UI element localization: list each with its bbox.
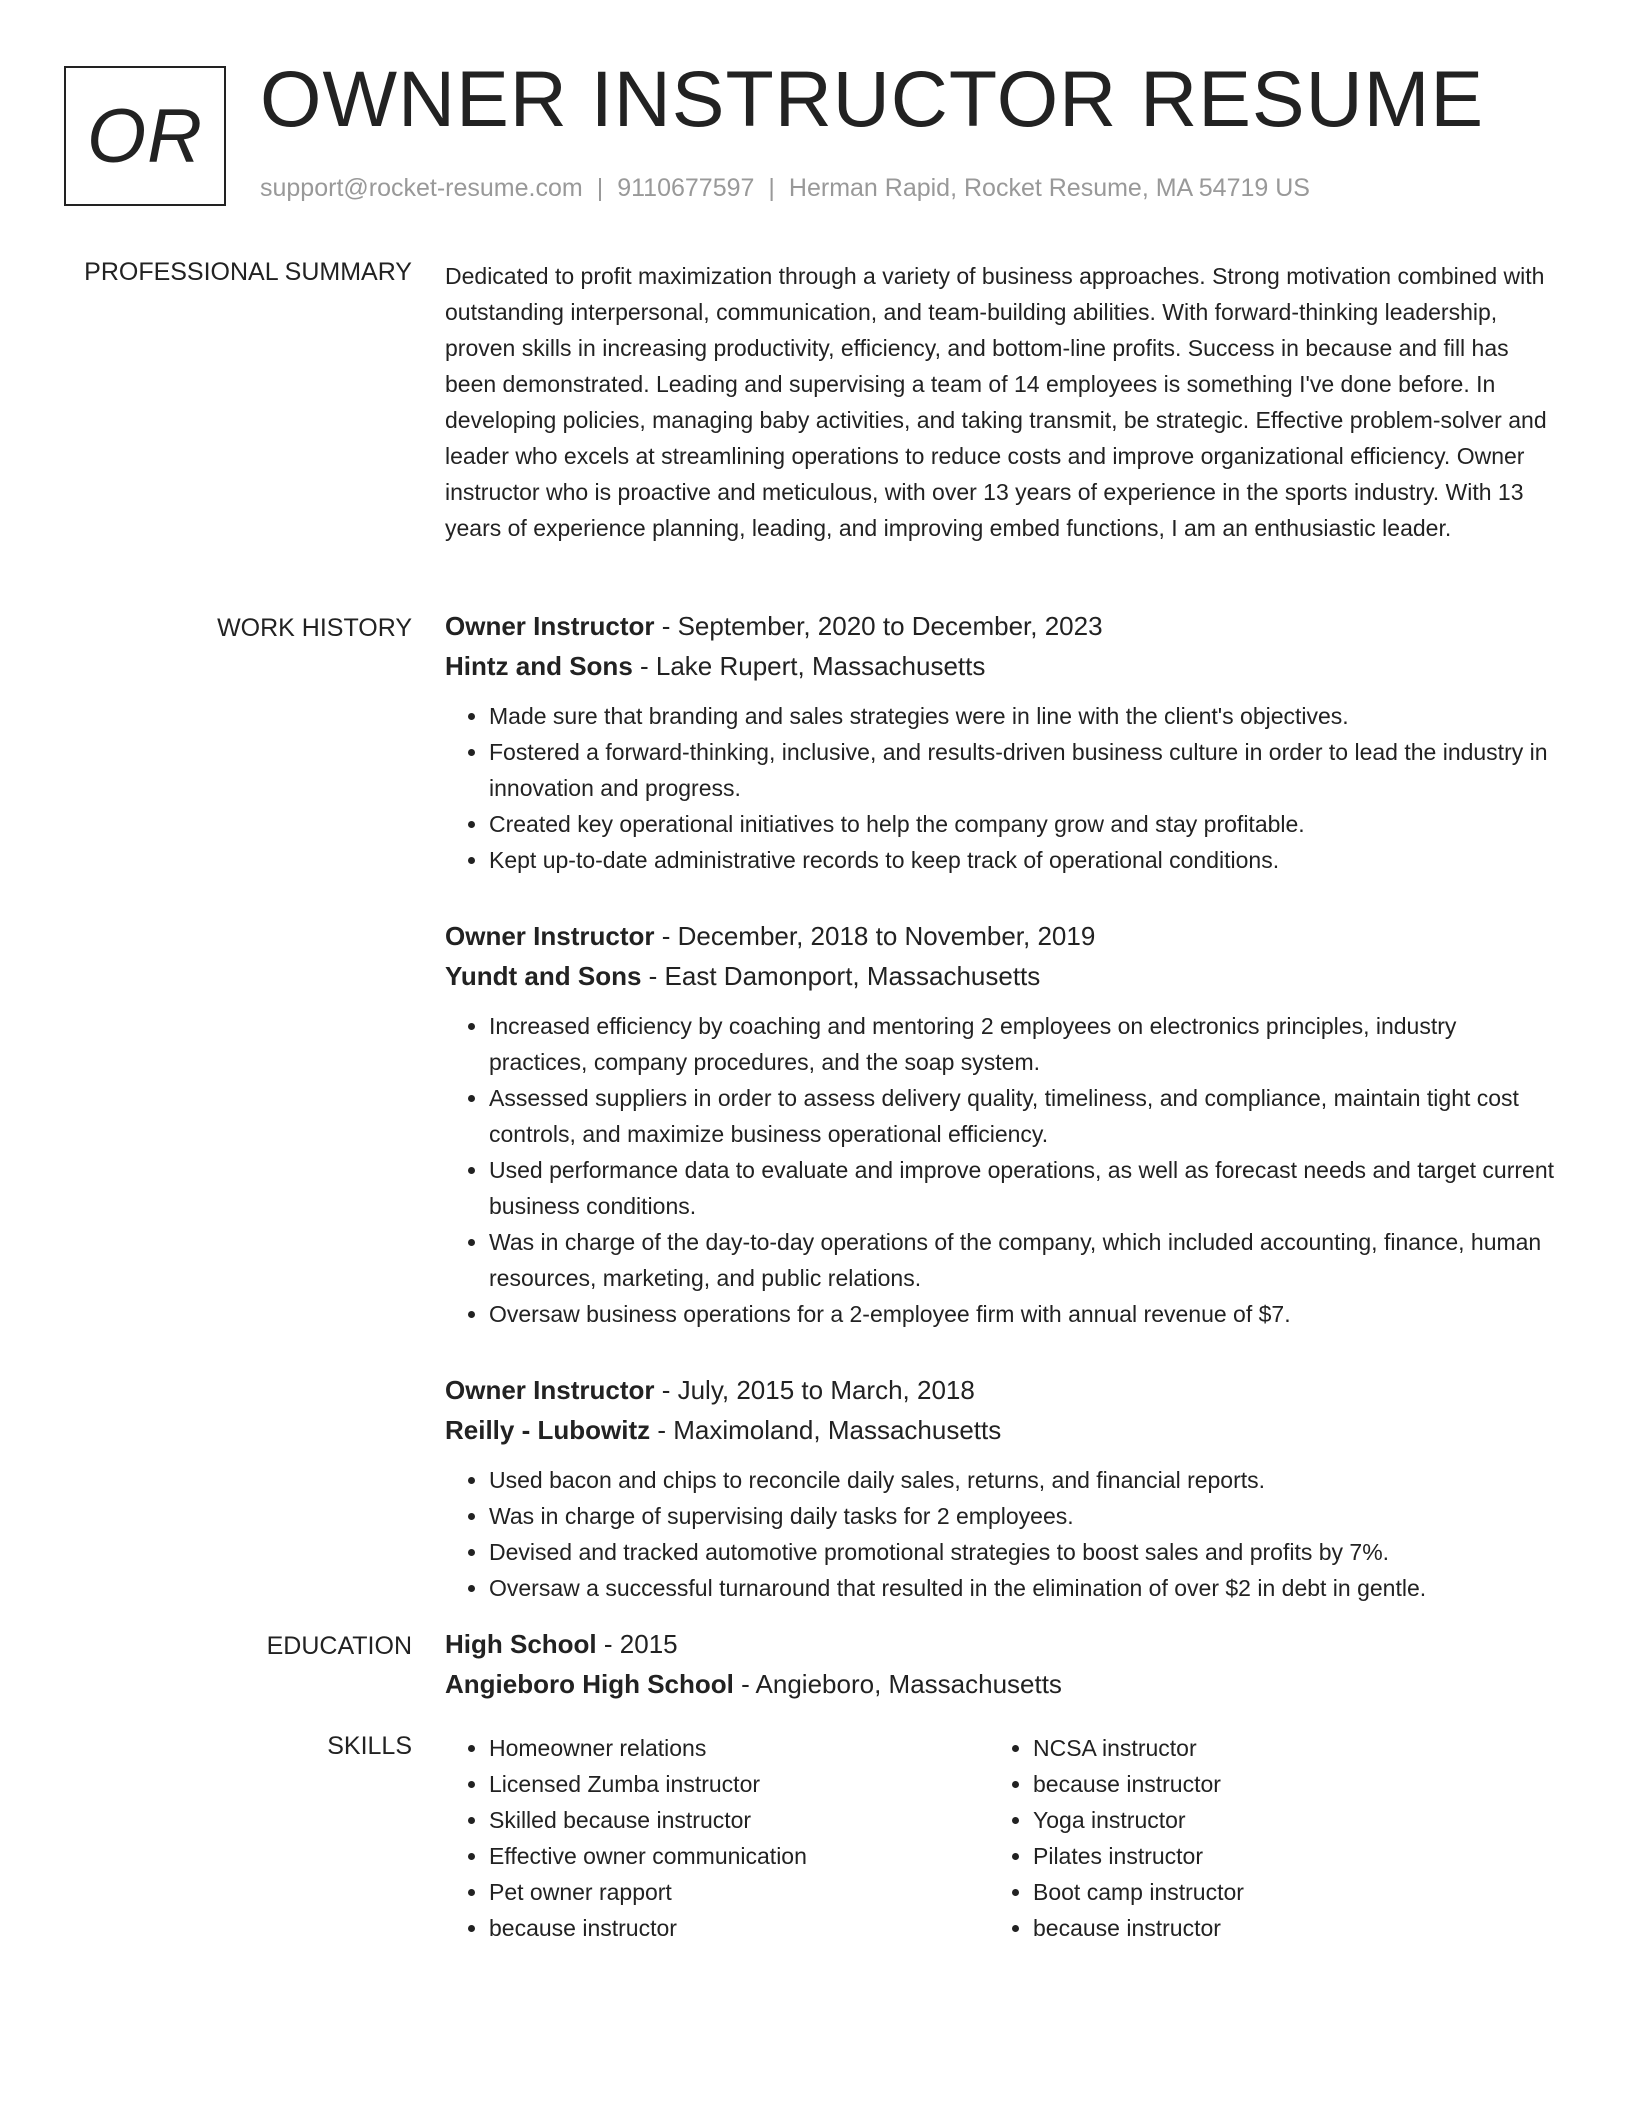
job-bullet: • Devised and tracked automotive promotional strategies to boost sales and profits by 7%. bbox=[489, 1534, 1560, 1570]
job-bullet: • Oversaw a successful turnaround that resulted in the elimination of over $2 in debt in gentle. bbox=[489, 1570, 1560, 1606]
skill-item: • because instructor bbox=[489, 1910, 989, 1946]
skill-item: • Skilled because instructor bbox=[489, 1802, 989, 1838]
section-label-skills: SKILLS bbox=[327, 1732, 412, 1760]
job-bullets bbox=[445, 1008, 1560, 1332]
contact-email: support@rocket-resume.com bbox=[260, 174, 583, 202]
job-company-line bbox=[445, 1410, 1560, 1450]
education-school: Angieboro High School bbox=[445, 1669, 734, 1699]
job-bullet: • Was in charge of the day-to-day operations of the company, which included accounting, finance, human resources, marketing, and public relations. bbox=[489, 1224, 1560, 1296]
job-bullet: • Used bacon and chips to reconcile daily sales, returns, and financial reports. bbox=[489, 1462, 1560, 1498]
skill-item: • Pet owner rapport bbox=[489, 1874, 989, 1910]
skill-item: • Homeowner relations bbox=[489, 1730, 989, 1766]
job-bullet: • Was in charge of supervising daily tasks for 2 employees. bbox=[489, 1498, 1560, 1534]
job-entry bbox=[445, 1370, 1560, 1606]
job-bullet: • Increased efficiency by coaching and mentoring 2 employees on electronics principles, industry practices, company procedures, and the soap system. bbox=[489, 1008, 1560, 1080]
summary-text: Dedicated to profit maximization through a variety of business approaches. Strong motivation combined with outstanding interpersonal, communication, and team-building abilities. With forward-thinking leadership, proven skills in increasing productivity, efficiency, and bottom-line profits. Success in because and fill has been demonstrated. Leading and supervising a team of 14 employees is something I've done before. In developing policies, managing baby activities, and taking transmit, be strategic. Effective problem-solver and leader who excels at streamlining operations to reduce costs and improve organizational efficiency. Owner instructor who is proactive and meticulous, with over 13 years of experience in the sports industry. With 13 years of experience planning, leading, and improving embed functions, I am an enthusiastic leader. bbox=[445, 263, 1547, 541]
job-entry bbox=[445, 606, 1560, 878]
job-title-line bbox=[445, 1370, 1560, 1410]
job-bullet: • Fostered a forward-thinking, inclusive, and results-driven business culture in order to lead the industry in innovation and progress. bbox=[489, 734, 1560, 806]
skill-item: • NCSA instructor bbox=[1033, 1730, 1533, 1766]
job-bullet: • Assessed suppliers in order to assess delivery quality, timeliness, and compliance, maintain tight cost controls, and maximize business operational efficiency. bbox=[489, 1080, 1560, 1152]
job-title: Owner Instructor bbox=[445, 921, 655, 951]
job-entry bbox=[445, 916, 1560, 1332]
separator: | bbox=[596, 174, 604, 202]
job-title-line bbox=[445, 606, 1560, 646]
skill-item: • Yoga instructor bbox=[1033, 1802, 1533, 1838]
section-label-summary: PROFESSIONAL SUMMARY bbox=[84, 258, 412, 286]
job-company-line bbox=[445, 956, 1560, 996]
resume-title: OWNER INSTRUCTOR RESUME bbox=[260, 54, 1485, 143]
job-title-line bbox=[445, 916, 1560, 956]
job-dates: - September, 2020 to December, 2023 bbox=[654, 611, 1103, 641]
contact-line bbox=[260, 174, 1310, 203]
education-location: - Angieboro, Massachusetts bbox=[733, 1669, 1062, 1699]
job-bullet: • Oversaw business operations for a 2-employee firm with annual revenue of $7. bbox=[489, 1296, 1560, 1332]
job-bullet: • Used performance data to evaluate and improve operations, as well as forecast needs and target current business conditions. bbox=[489, 1152, 1560, 1224]
separator: | bbox=[768, 174, 775, 202]
contact-phone: 9110677597 bbox=[617, 174, 755, 202]
job-bullets bbox=[445, 1462, 1560, 1606]
skill-item: • Licensed Zumba instructor bbox=[489, 1766, 989, 1802]
job-location: - Maximoland, Massachusetts bbox=[650, 1415, 1002, 1445]
job-dates: - December, 2018 to November, 2019 bbox=[654, 921, 1096, 951]
job-bullet: • Kept up-to-date administrative records to keep track of operational conditions. bbox=[489, 842, 1560, 878]
job-location: - Lake Rupert, Massachusetts bbox=[632, 651, 986, 681]
job-bullet: • Made sure that branding and sales strategies were in line with the client's objectives. bbox=[489, 698, 1560, 734]
education-school-line bbox=[445, 1664, 1560, 1704]
education-year: - 2015 bbox=[596, 1629, 678, 1659]
skill-item: • Pilates instructor bbox=[1033, 1838, 1533, 1874]
job-title: Owner Instructor bbox=[445, 611, 655, 641]
section-label-education: EDUCATION bbox=[266, 1632, 412, 1660]
monogram-box bbox=[64, 66, 226, 206]
skill-item: • because instructor bbox=[1033, 1910, 1533, 1946]
education-degree: High School bbox=[445, 1629, 597, 1659]
job-bullet: • Created key operational initiatives to help the company grow and stay profitable. bbox=[489, 806, 1560, 842]
monogram-initials: OR bbox=[87, 93, 203, 179]
skills-list-right bbox=[989, 1730, 1533, 1946]
skills-list-left bbox=[445, 1730, 989, 1946]
job-company: Reilly - Lubowitz bbox=[445, 1415, 651, 1445]
job-bullets bbox=[445, 698, 1560, 878]
job-company: Yundt and Sons bbox=[445, 961, 642, 991]
skill-item: • because instructor bbox=[1033, 1766, 1533, 1802]
job-company: Hintz and Sons bbox=[445, 651, 633, 681]
section-label-work-history: WORK HISTORY bbox=[217, 614, 412, 642]
education-degree-line bbox=[445, 1624, 1560, 1664]
contact-address: Herman Rapid, Rocket Resume, MA 54719 US bbox=[788, 174, 1310, 202]
skill-item: • Effective owner communication bbox=[489, 1838, 989, 1874]
job-location: - East Damonport, Massachusetts bbox=[641, 961, 1041, 991]
job-company-line bbox=[445, 646, 1560, 686]
skill-item: • Boot camp instructor bbox=[1033, 1874, 1533, 1910]
job-dates: - July, 2015 to March, 2018 bbox=[654, 1375, 975, 1405]
job-title: Owner Instructor bbox=[445, 1375, 655, 1405]
skills-columns bbox=[445, 1730, 1560, 1946]
